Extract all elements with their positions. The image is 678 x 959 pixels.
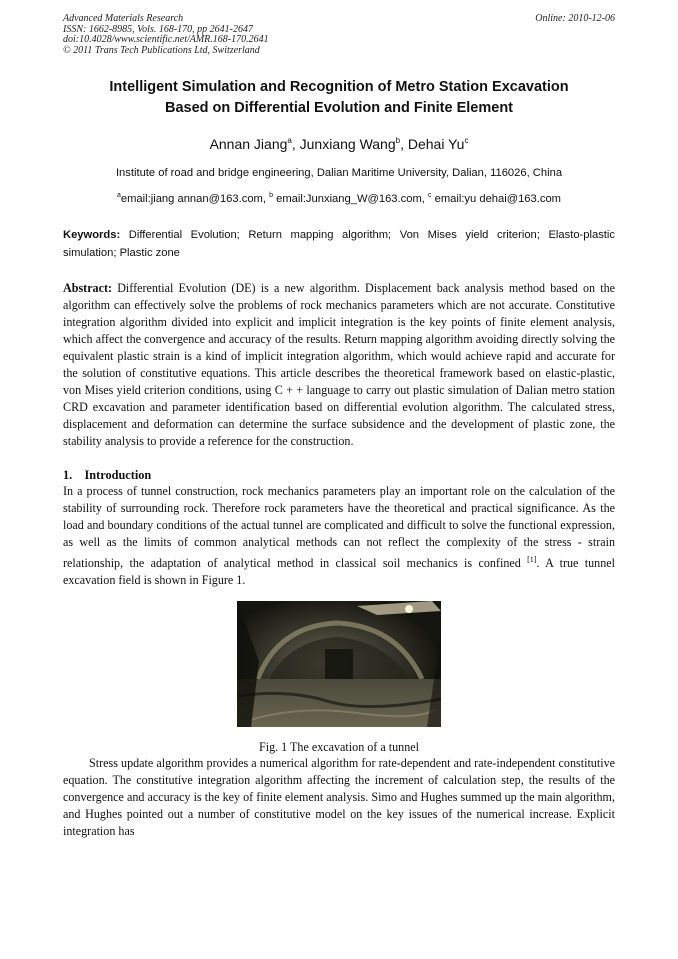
title-line-1: Intelligent Simulation and Recognition of Metro Station Excavation [109, 79, 569, 95]
keywords-label: Keywords: [63, 229, 121, 241]
title-line-2: Based on Differential Evolution and Finite Element [164, 100, 514, 116]
author-name: Dehai Yu [407, 136, 465, 152]
abstract-label: Abstract: [63, 281, 113, 295]
copyright-line: © 2011 Trans Tech Publications Ltd, Switzerland [63, 44, 260, 56]
paper-title [63, 77, 615, 119]
tunnel-photo-image [237, 601, 441, 727]
author-sep: , [291, 136, 300, 152]
keywords-text: Differential Evolution; Return mapping algorithm; Von Mises yield criterion; Elasto-plastic simulation; Plastic zone [63, 229, 615, 259]
citation-ref[interactable]: [1] [527, 555, 537, 564]
doi-line[interactable]: doi:10.4028/www.scientific.net/AMR.168-170.2641 [63, 34, 269, 45]
intro-text-end: . A true tunnel excavation field is shown in Figure 1. [63, 556, 615, 587]
section-heading-introduction: 1. Introduction [63, 468, 152, 482]
paragraph-2: Stress update algorithm provides a numerical algorithm for rate-dependent and rate-independent constitutive equation. The constitutive integration algorithm affecting the increment of calculation step, the results of the convergence and accuracy is the key of finite element analysis. Simo and Hughes summed up the main algorithm, and Hughes pointed out a number of constitutive model on the key issues of the numerical increase. Explicit integration has [63, 756, 615, 838]
email-sup: b [269, 192, 273, 199]
abstract-text: Differential Evolution (DE) is a new algorithm. Displacement back analysis method based on the algorithm can effectively solve the problems of rock mechanics parameters which are not accurate. Constitutive integration algorithm divided into explicit and implicit integration is the key points of finite element analysis, which affect the convergence and accuracy of the results. Return mapping algorithm avoiding directly solving the equivalent plastic strain is a kind of implicit integration algorithm, which would achieve rapid and accurate for the solution of constitutive equations. This article describes the theoretical framework based on elastic-plastic, von Mises yield criterion conditions, using C + + language to carry out plastic simulation of Dalian metro station CRD excavation and parameter identification based on differential evolution algorithm. The calculated stress, displacement and deformation can determine the surface subsidence and the development of plastic zone, the stability analysis to provide a reference for the construction. [63, 281, 615, 448]
abstract [63, 280, 615, 450]
intro-text: In a process of tunnel construction, rock mechanics parameters play an important role on the calculation of the stability of surrounding rock. Therefore rock parameters have the theoretical and practical significance. As the load and boundary conditions of the actual tunnel are complicated and difficult to solve the functional expression, as well as the limits of common analytical methods can not reflect the complexity of the stress - strain relationship, the adaptation of analytical method in classical soil mechanics is confined [63, 484, 615, 570]
email-sup: c [427, 192, 432, 199]
keywords [63, 226, 615, 262]
email-text[interactable]: email:yu dehai@163.com [431, 193, 561, 205]
journal-header [63, 14, 615, 56]
figure-caption: Fig. 1 The excavation of a tunnel [259, 740, 419, 754]
issn-line: ISSN: 1662-8985, Vols. 168-170, pp 2641-2647 [63, 23, 253, 35]
author-name: Junxiang Wang [299, 136, 396, 152]
author-sup: a [287, 136, 292, 145]
intro-paragraph [63, 483, 615, 589]
author-list [63, 132, 615, 153]
email-sup: a [116, 192, 121, 199]
author-sep: , [400, 136, 408, 152]
author-name: Annan Jiang [209, 136, 288, 152]
tunnel-photo [237, 601, 441, 727]
email-list [63, 189, 615, 206]
journal-name: Advanced Materials Research [63, 13, 184, 24]
email-text[interactable]: email:Junxiang_W@163.com, [272, 193, 428, 205]
author-sup: c [464, 136, 469, 145]
online-date: Online: 2010-12-06 [535, 13, 615, 24]
paper-page [63, 14, 615, 840]
affiliation: Institute of road and bridge engineering, Dalian Maritime University, Dalian, 116026, China [115, 167, 563, 179]
author-sup: b [395, 136, 401, 145]
email-text[interactable]: email:jiang annan@163.com, [120, 193, 270, 205]
